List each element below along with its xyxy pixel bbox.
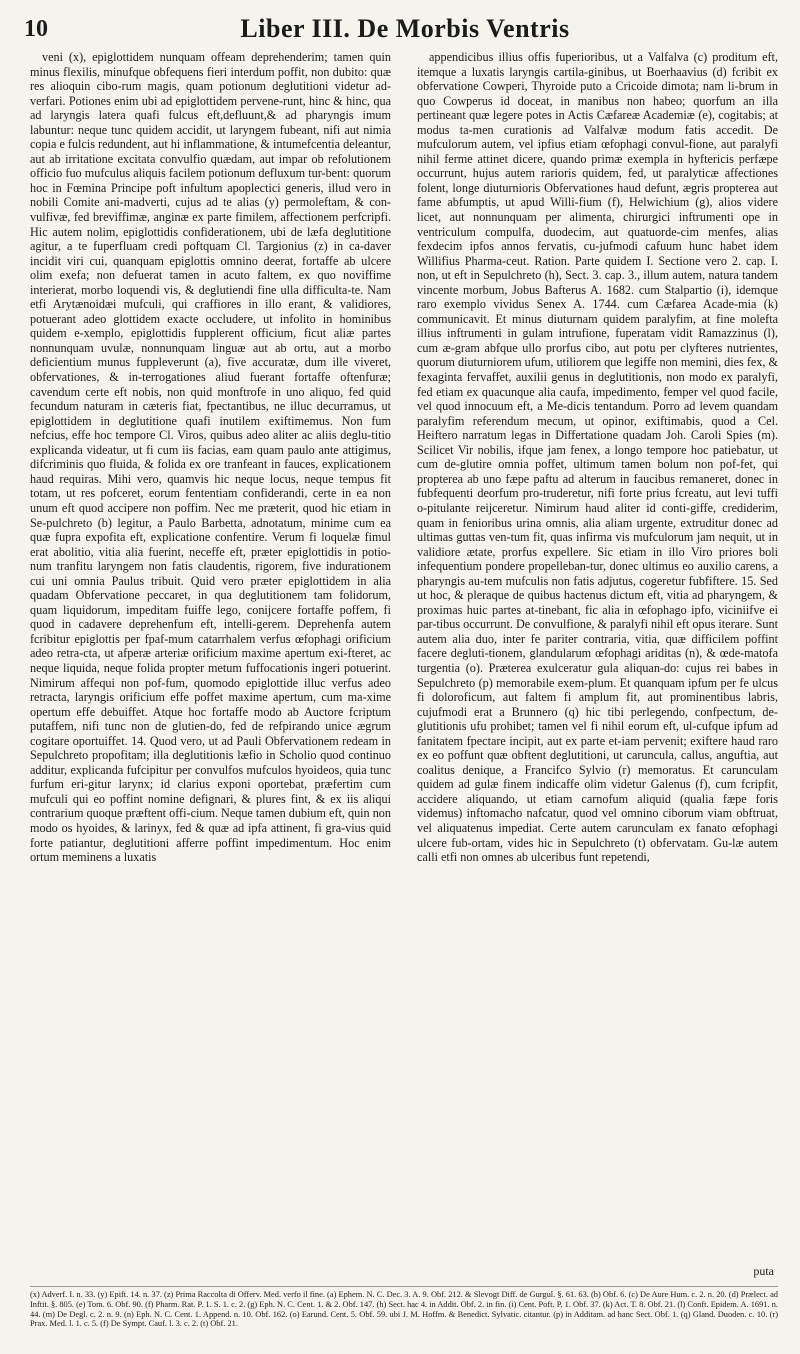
left-column xyxy=(30,50,391,1268)
running-title: Liber III. De Morbis Ventris xyxy=(240,14,570,43)
footnotes: (x) Adverf. I. n. 33. (y) Epift. 14. n. 37. (z) Prima Raccolta di Offerv. Med. verfo il fine. (a) Ephem. N. C. Dec. 3. A. 9. Obf. 212. & Slevogt Diff. de Gurgul. §. 61. 63. (b) Obf. 6. (c) De Aure Hum. c. 2. n. 20. (d) Prælect. ad Inftit. §. 805. (e) Tom. 6. Obf. 90. (f) Pharm. Rat. P. 1. S. 1. c. 2. (g) Eph. N. C. Cent. 1. & 2. Obf. 147. (h) Sect. hac 4. in Addit. Obf. 2. in fin. (i) Cent. Poft. P. 1. Obf. 37. (k) Act. T. 8. Obf. 21. (l) Conft. Epidem. A. 1691. n. 44. (m) De Degl. c. 2. n. 9. (n) Eph. N. C. Cent. 1. Append. n. 10. Obf. 162. (o) Earund. Cent. 5. Obf. 59. ubi J. M. Hoffm. & Benedict. Sylvatic. citantur. (p) in Additam. ad hanc Sect. Obf. 1. (q) Gland. Duoden. c. 10. (r) Prax. Med. l. 1. c. 5. (f) De Sympt. Cauf. l. 3. c. 2. (t) Obf. 21. xyxy=(30,1286,778,1350)
page-header xyxy=(20,14,790,46)
catchword: puta xyxy=(753,1264,774,1278)
right-column xyxy=(417,50,778,1268)
text-columns xyxy=(30,50,778,1268)
right-column-text: appendicibus illius offis fuperioribus, ut a Valfalva (c) proditum eft, itemque a luxatis laryngis cartila-ginibus, ut Boerhaavius (d) fcribit ex obfervatione Cowperi, Thyroide puto a Cricoide dimota; nam li-brum in quo Cowperus id doceat, in manibus non habeo; quorfum an illa pertineant quæ legere potes in Actis Cæfareæ Academiæ (e), cogitabis; at modus ta-men curationis ad Valfalvæ modum fatis accedit. De mufculorum autem, vel ipfius etiam œfophagi convul-fione, aut paralyfi nihil ferme attinet dicere, quando primæ exempla in hyftericis perfæpe occurrunt, hujus autem rarioris quidem, fed, ut paralyticæ affectiones folent, longe diuturnioris Obfervationes haud defunt, ægris propterea aut fame abfumptis, ut apud Willi-fium (f), Helwichium (g), alios videre licet, aut nonnunquam per alimenta, chirurgici inftrumenti ope in ventriculum compulfa, duodecim, aut quatuorde-cim menfes, alias fexdecim ipfos annos fervatis, cu-jufmodi cafuum hunc habet idem Willifius Pharma-ceut. Ration. Parte quidem I. Sectione vero 2. cap. I. non, ut eft in Sepulchreto (h), Sect. 3. cap. 3., illum autem, natura tandem vincente morbum, Jobus Bafterus A. 1682. cum Stalpartio (i), idemque raro exemplo vividus Senex A. 1744. cum Cæfarea Acade-mia (k) communicavit. Et minus diuturnam quidem paralyfim, at fine molefta illius inftrumenti in gulam intrufione, fuperatam vidit Ramazzinus (l), cum æ-gram abfque ullo prorfus cibo, aut potu per clyfteres nutrientes, quorum diuturniorem ufum, utiliorem que legiffe non memini, dies fex, & fexaginta fervaffet, auxilii genus in deglutitionis, non modo ex paralyfi, fed etiam ex quacunque alia caufa, impedimento, femper vel quod facile, vel quod innocuum eft, a Me-dicis tentandum. Porro ad levem quandam paralyfim referendum mecum, ut opinor, exiftimabis, quod a Cel. Heiftero narratum legas in Differtatione quadam Joh. Caroli Spies (m). Scilicet Vir nobilis, ifque jam fenex, a longo tempore hoc patiebatur, ut cum de-glutire omnia poffet, ultimum tamen bolum non pof-fet, qui propterea ab uno fæpe paftu ad alterum in faucibus remaneret, donec in fubfequenti deorfum pro-truderetur, nifi forte prius fcreatu, aut levi tuffi o-pitulante reijceretur. Nimirum haud aliter id conti-giffe, crediderim, quam in fenioribus urina omnis, alia aliam urgente, extruditur donec ad ultimas guttas ven-tum fit, quas infirma vis mufculorum jam nequit, ut in validiore ætate, prorfus expellere. Sic etiam in illo Viro priores boli infequentium pondere propelleban-tur, donec ultimus eo auxilio carens, a pharyngis au-tem mufculis non fatis adjutus, cogeretur fubfiftere. 15. Sed ut hoc, & pleraque de quibus hactenus dictum eft, vitia ad pharyngem, & proximas huic partes at-tinebant, fic alia in œfophago ipfo, viciniifve ei par-tibus occurrunt. De convulfione, & paralyfi nihil eft opus iterare. Sunt autem alia duo, inter fe pariter contraria, vitia, quæ difficilem poffint facere degluti-tionem, glandularum œfophagi ariditas (n), & œde-matofa turgentia (o). Præterea exulceratur gula aliquan-do: cujus rei babes in Sepulchreto (p) memorabile exem-plum. Et quanquam ipfum per fe ulcus fi doloroficum, aut faltem fi amplum fit, aut prominentibus labris, cujufmodi erat a Brunnero (q) hic tibi perlegendo, confpectum, de-glutitionis ufu prohibet; tamen vel fi nihil eorum eft, ul-cufque ipfum ad fanitatem fpectare incipit, aut ex parte et-iam pervenit; exiftere haud raro ex eo poffunt quæ obftent deglutitioni, ut caruncula, callus, anguftia, aut coalitus denique, a Francifco Sylvio (r) memoratus. Et carunculam quidem ad gulæ finem indicaffe olim videtur Galenus (f), cum fcripfit, accidere aliquando, ut etiam carnofum aliquid (qualia fæpe foris videmus) inftomacho nafcatur, quod vel omnino ciborum viam obftruat, vel aliquatenus impediat. Certe autem carunculam ex fanato œfophagi ulcere fub-ortam, vides hic in Sepulchreto (t) obfervatam. Gu-læ autem calli etfi non omnes ab ulceribus funt repetendi, xyxy=(417,50,778,865)
page-number: 10 xyxy=(24,16,48,42)
left-column-text: veni (x), epiglottidem nunquam offeam deprehenderim; tamen quin minus flexilis, minufque obfequens fieri interdum poffit, non dubito: quæ res alioquin cibo-rum magis, quam potionum deglutitioni videtur ad-verfari. Potiones enim ubi ad epiglottidem pervene-runt, hinc & hinc, qua ad laryngis latera quafi fulcus eft,defluunt,& ad pharyngis imum labuntur: neque tunc quidem accidit, ut laryngem fubeant, nifi aut nimia copia e fulcis redundent, aut hi inflammatione, & intumefcentia deleantur, aut ab irritatione excitata convulfio quædam, aut impar ob refolutionem officio fuo mufculus aliquis facilem potionum defluxum tur-bent: quorum hoc in Fœmina Principe poft infultum apoplectici generis, illud vero in nobili Comite ani-madverti, cujus ad te alias (y) permoleftam, & con-vulfivæ, fed breviffimæ, anginæ ex parte fimilem, affectionem perfcripfi. Hic autem nolim, epiglottidis confiderationem, ubi de læfa deglutitione agitur, a te fuperfluam credi poftquam Cl. Targionius (z) in ca-daver incidit viri cui, quanquam epiglottis omnino deerat, fortaffe ab ulcere olim exefa; non defuerat tamen in acuto faltem, ex quo noviffime interierat, morbo loquendi vis, & deglutiendi fine ulla difficulta-te. Nam etfi Arytænoidæi mufculi, qui craffiores in illo erant, & validiores, potuerant adeo glottidem exacte occludere, ut infolito in hominibus quidem e-xemplo, epiglottidis fupplerent officium, ficut aliæ partes nonnunquam uvulæ, nonnunquam linguæ aut ab ortu, aut a morbo deficientium munus fuppleverunt (a), five accuratæ, dum ille viveret, obfervationes, & in-terrogationes aliud fuerant fortaffe oftenfuræ; cavendum certe eft nobis, non quid monftrofe in uno aliquo, fed quid fecundum naturam in cæteris fiat, fpectantibus, ne illuc decurramus, ut epiglottidem in deglutitione quafi inutilem exiftimemus. Non fum nefcius, effe hoc tempore Cl. Viros, quibus adeo aliter ac aliis deglu-titio explicanda videatur, ut fi cum iis facias, eam quam paulo ante attigimus, difcriminis quo fluida, & folida ex ore tranfeant in fauces, explicationem haud requiras. Mihi vero, quamvis hic neque locus, neque tempus fit totam, ut res pofceret, eorum fententiam confiderandi, certe in ea non unum eft quod accipere non poffim. Nec me præterit, quod hic etiam in Se-pulchreto (b) legitur, a Paulo Barbetta, adnotatum, minime cum ea quæ fupra expofita eft, explicatione confentire. Verum fi loquelæ fimul erat abolitio, vitia alia fuerint, neceffe eft, præter epiglottidis in potio-num tranfitu laryngem non fatis claudentis, rigorem, five indurationem cui uni omnia Paulus tribuit. Quid vero præter epiglottidem in alia quadam Obfervatione peccaret, in qua deglutitionem tam folidorum, quam liquidorum, impeditam fuiffe lego, conijcere fortaffe poffem, fi quod in cadavere deprehenfum eft, intelli-gerem. Deprehenfa autem fcribitur epiglottis per fpaf-mum catarrhalem verfus œfophagi orificium adeo retra-cta, ut afperæ arteriæ orificium maxime apertum exi-fteret, ac neque liquida, neque folida propter metum fuffocationis ingeri potuerint. Nimirum affequi non pof-fum, quomodo epiglottide illuc verfus adeo retracta, laryngis orificium effe poffet maxime apertum, cum ma-xime opertum effe debuiffet. Atque hoc fortaffe modo ab Auctore fcriptum putaffem, nifi tunc non de glutien-do, fed de refpirando unice ægrum cogitare oportuiffet. 14. Quod vero, ut ad Pauli Obfervationem redeam in Sepulchreto propofitam; illa deglutitionis læfio in Scholio quod continuo additur, explicanda fufcipitur per convulfos mufculos hyoideos, quia tunc furfum eri-gitur larynx; id clarius exponi oportebat, præfertim cum mufculi qui eo poffint nomine defignari, & plures fint, & ex iis aliqui contrarium quoque præftent offi-cium. Neque tamen dubium eft, quin non modo os hyoides, & larinyx, fed & quæ ad ipfa attinent, fi gra-vius quid forte patiantur, deglutitioni afferre poffint impedimentum. Hoc enim ortum meminens a luxatis xyxy=(30,50,391,865)
